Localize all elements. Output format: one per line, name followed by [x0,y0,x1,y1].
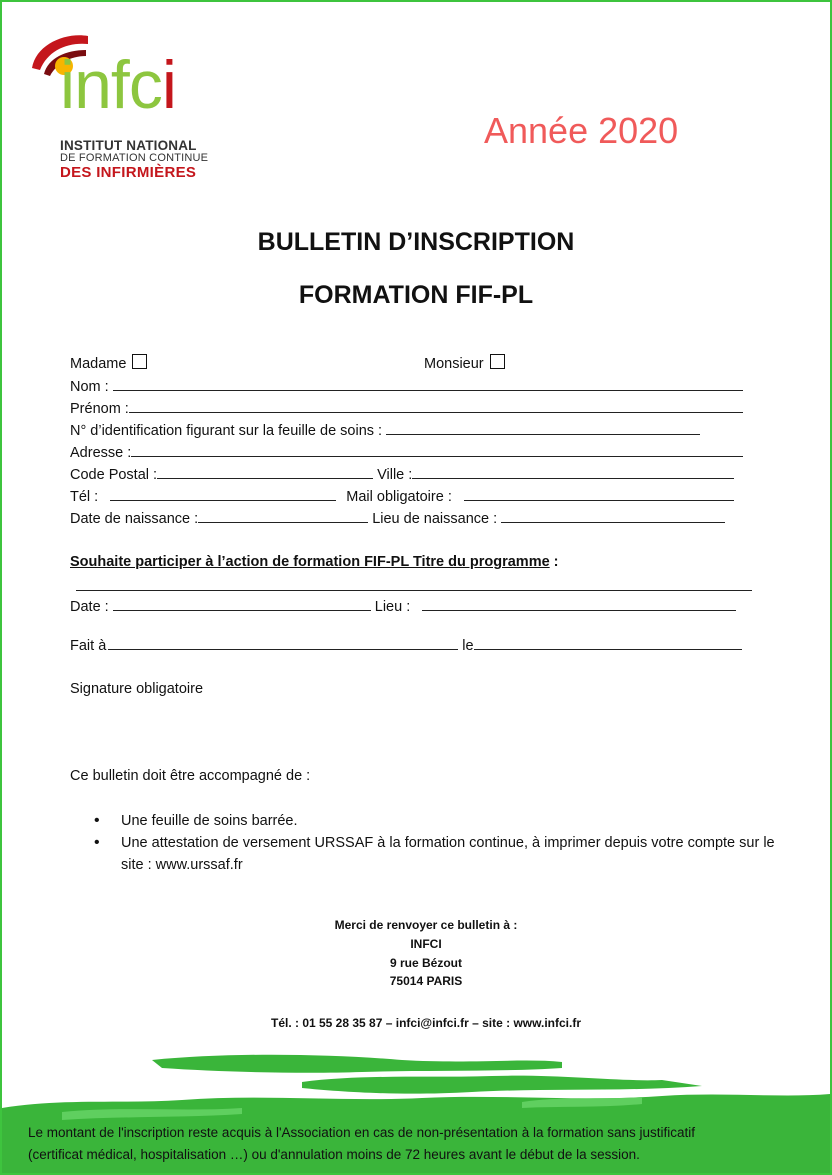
madame-checkbox[interactable] [132,354,147,369]
lieu-naissance-field[interactable] [501,510,725,523]
contact-line: Tél. : 01 55 28 35 87 – infci@infci.fr – site : www.infci.fr [270,1016,582,1030]
prenom-label: Prénom : [70,401,129,417]
footer-notice [28,1122,808,1166]
document-title: BULLETIN D’INSCRIPTION [257,228,575,256]
prenom-row [70,400,743,417]
code-postal-label: Code Postal : [70,467,158,483]
requirement-item: • Une feuille de soins barrée. [100,810,780,832]
fait-a-field[interactable] [108,637,458,650]
madame-option[interactable] [70,354,147,372]
prenom-field[interactable] [129,400,743,413]
return-address-line-2: INFCI [410,937,442,951]
identification-row [70,422,700,439]
naissance-row [70,510,725,527]
date-label: Date : [70,599,109,615]
nom-label: Nom : [70,379,109,395]
date-naissance-label: Date de naissance : [70,511,199,527]
programme-field[interactable] [76,578,752,591]
logo-wordmark [60,47,176,123]
requirements-list [100,810,780,876]
code-postal-row [70,466,734,483]
souhaite-row [70,554,559,570]
identification-label: N° d’identification figurant sur la feuille de soins : [70,423,383,439]
adresse-label: Adresse : [70,445,132,461]
logo-wordmark-red: i [161,47,176,123]
lieu-naissance-label: Lieu de naissance : [372,511,498,527]
ville-label: Ville : [377,467,413,483]
return-address-line-1: Merci de renvoyer ce bulletin à : [334,918,518,932]
logo-line-2: DE FORMATION CONTINUE [60,152,209,164]
adresse-row [70,444,743,461]
lieu-field[interactable] [422,598,736,611]
monsieur-checkbox[interactable] [490,354,505,369]
souhaite-colon: : [549,554,559,570]
year-label: Année 2020 [484,110,679,151]
fait-a-label: Fait à [70,638,107,654]
tel-label: Tél : [70,489,99,505]
tel-field[interactable] [110,488,336,501]
footer-line-2: (certificat médical, hospitalisation …) ou d'annulation moins de 72 heures avant le début de la session. [28,1147,640,1162]
logo-line-3: DES INFIRMIÈRES [60,164,197,181]
monsieur-label: Monsieur [424,356,484,372]
date-naissance-field[interactable] [198,510,368,523]
identification-field[interactable] [386,422,700,435]
requirements-intro: Ce bulletin doit être accompagné de : [70,768,311,784]
mail-label: Mail obligatoire : [346,489,452,505]
return-address-line-4: 75014 PARIS [389,974,463,988]
adresse-field[interactable] [131,444,743,457]
code-postal-field[interactable] [157,466,373,479]
tel-row [70,488,734,505]
monsieur-option[interactable] [424,354,505,372]
programme-row [76,578,752,595]
date-lieu-row [70,598,736,615]
fait-row [70,637,742,654]
footer-line-1: Le montant de l'inscription reste acquis à l'Association en cas de non-présentation à la formation sans justificatif [28,1125,696,1140]
document-subtitle: FORMATION FIF-PL [298,281,534,309]
logo-line-1: INSTITUT NATIONAL [60,138,197,153]
souhaite-label: Souhaite participer à l’action de formation FIF-PL Titre du programme [70,554,550,570]
le-label: le [462,638,474,654]
signature-label: Signature obligatoire [70,681,204,697]
le-field[interactable] [474,637,742,650]
date-field[interactable] [113,598,371,611]
requirement-item: • Une attestation de versement URSSAF à la formation continue, à imprimer depuis votre compte sur le site : www.urssaf.fr [100,832,780,876]
mail-field[interactable] [464,488,734,501]
nom-field[interactable] [113,378,743,391]
lieu-label: Lieu : [374,599,411,615]
ville-field[interactable] [412,466,734,479]
return-address-line-3: 9 rue Bézout [389,956,462,970]
logo-wordmark-green: infc [60,47,162,123]
madame-label: Madame [70,356,127,372]
nom-row [70,378,743,395]
